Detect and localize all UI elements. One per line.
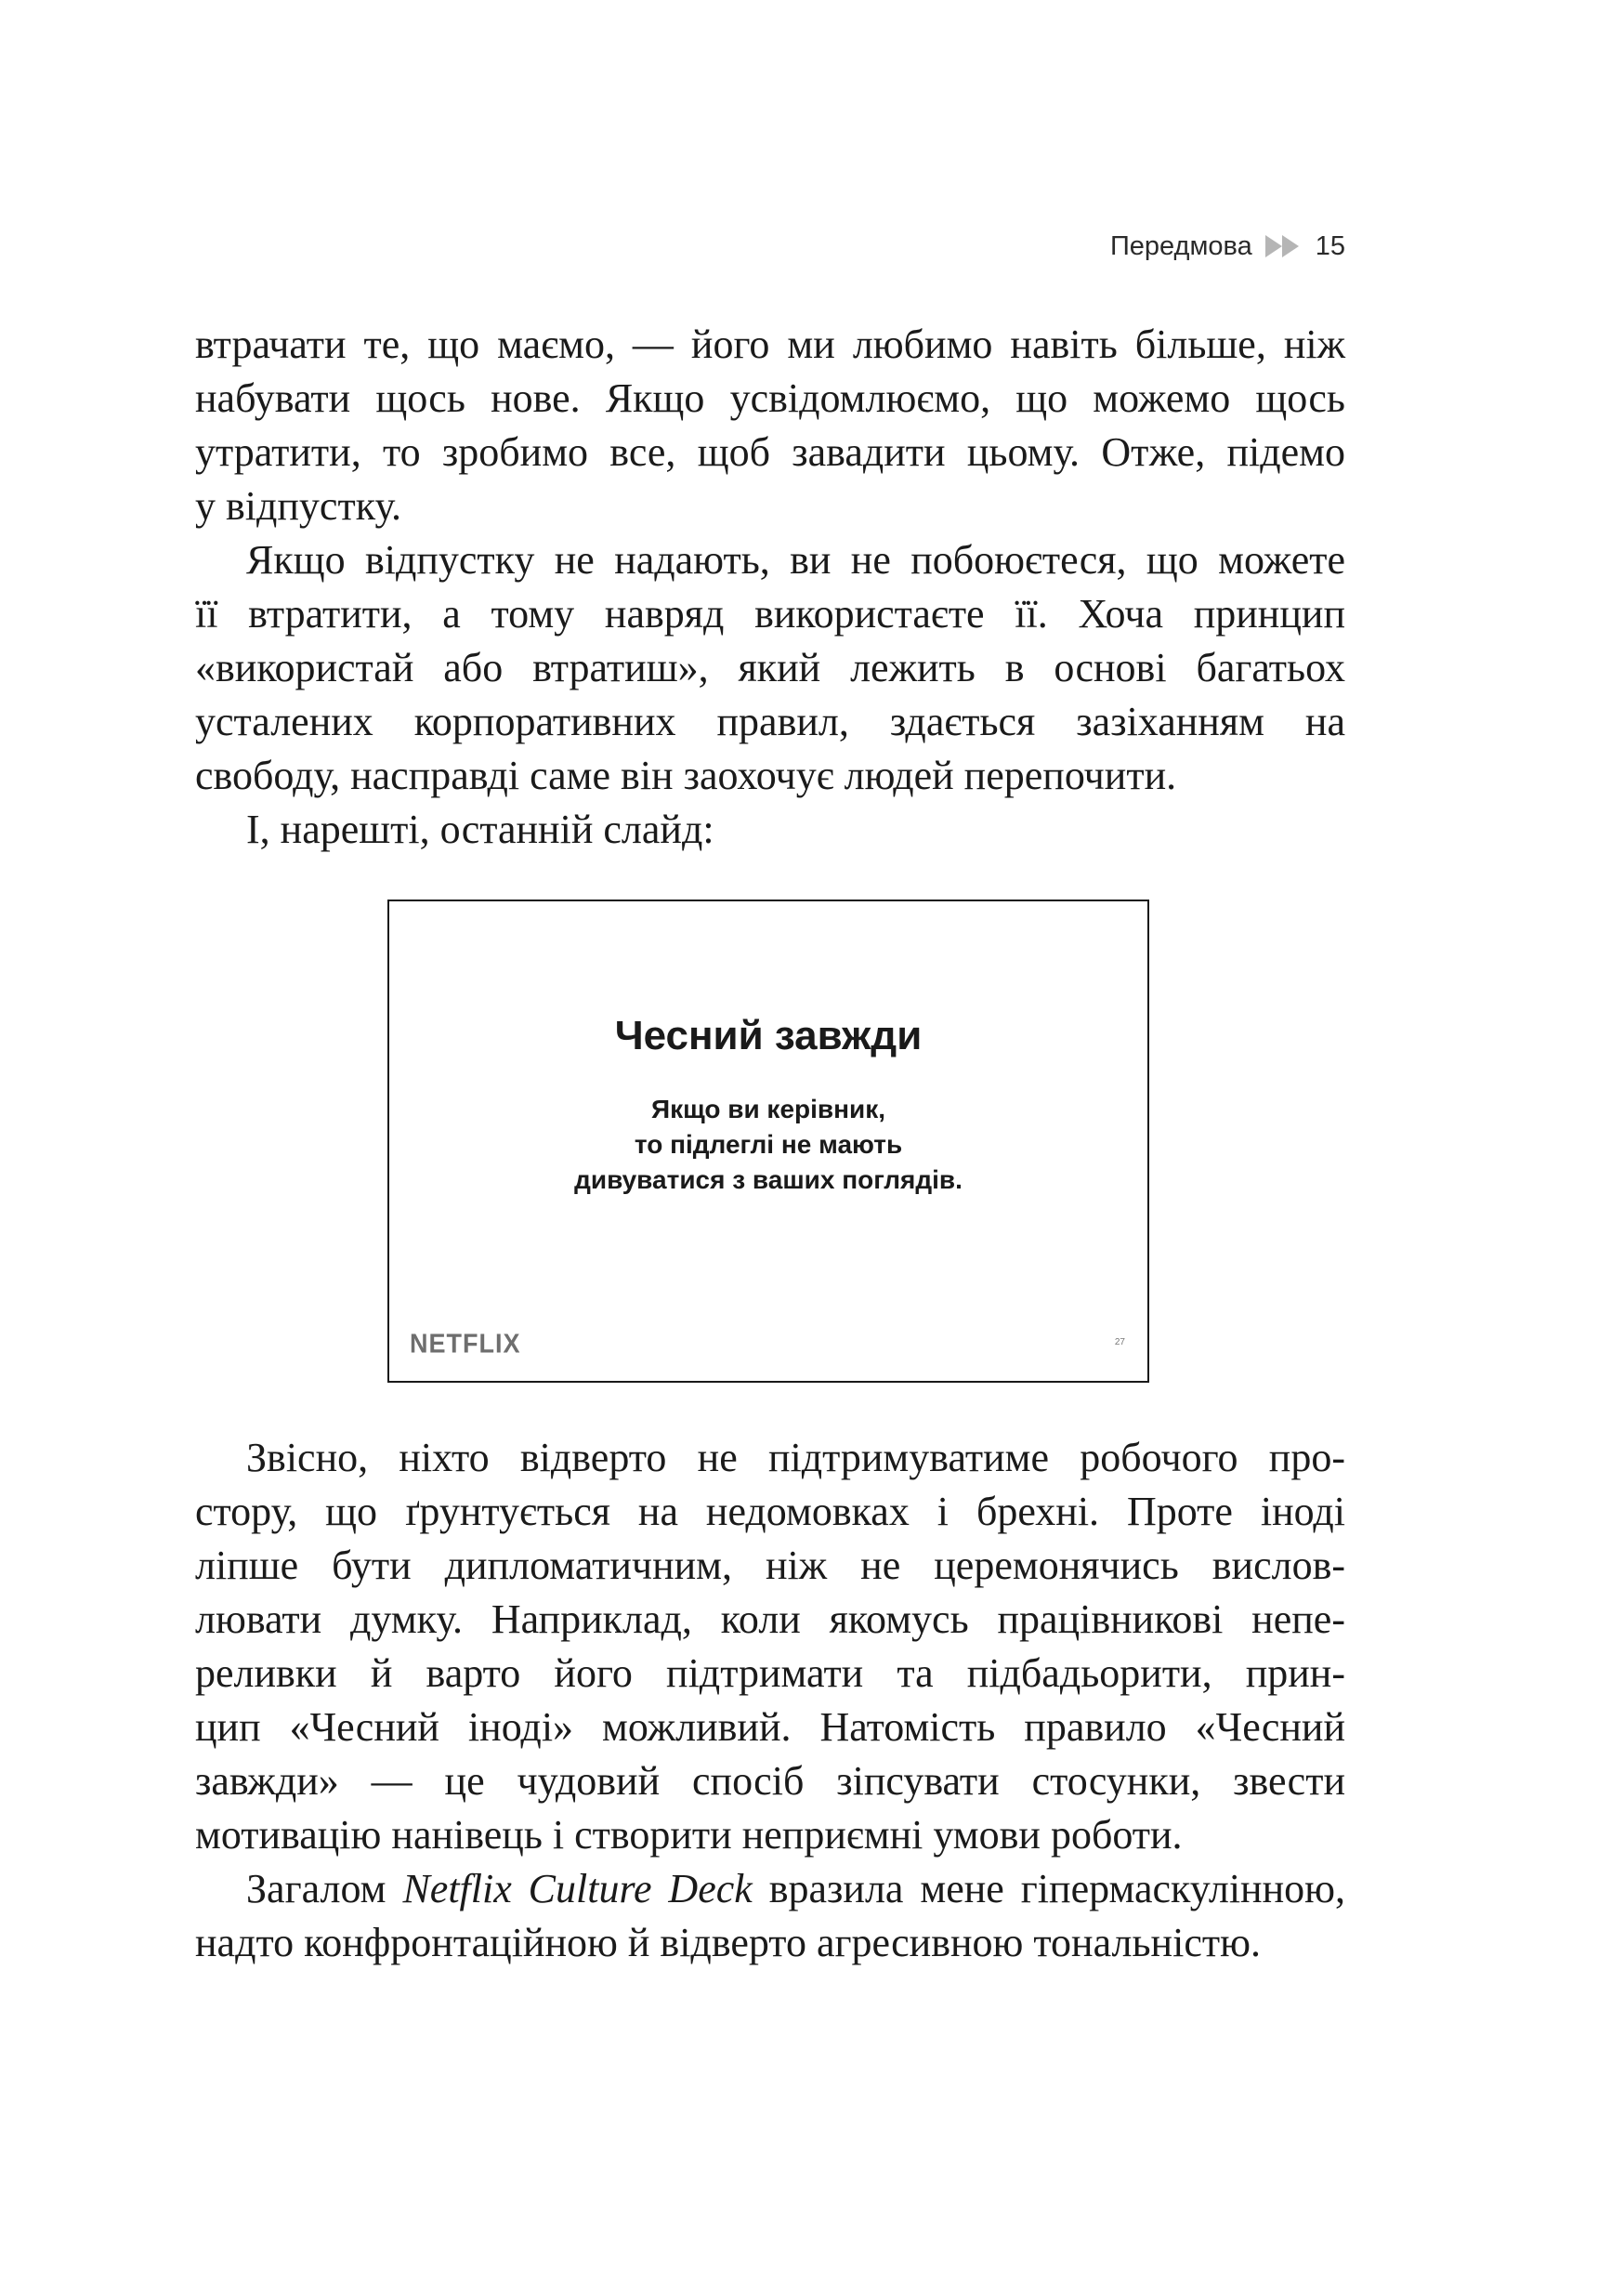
slide-subtitle bbox=[389, 1092, 1147, 1198]
slide-figure bbox=[387, 900, 1149, 1383]
text-line: І, нарешті, останній слайд: bbox=[246, 807, 714, 852]
text-line: мотивацію нанівець і створити неприємні умови роботи. bbox=[195, 1812, 1183, 1858]
slide-subtitle-line: Якщо ви керівник, bbox=[650, 1095, 886, 1123]
slide-subtitle-line: дивуватися з ваших поглядів. bbox=[574, 1165, 963, 1194]
slide-subtitle-line: то підлеглі не мають bbox=[634, 1130, 903, 1159]
text-line: стору, що ґрунтується на недомовках і брехні. Проте іноді bbox=[195, 1489, 1345, 1534]
text-line: Якщо відпустку не надають, ви не побоюєтеся, що можете bbox=[246, 537, 1345, 583]
book-title-italic: Netflix Culture Deck bbox=[402, 1866, 753, 1911]
page-number: 15 bbox=[1315, 230, 1345, 261]
text-line: надто конфронтаційною й відверто агресивною тональністю. bbox=[195, 1920, 1261, 1965]
text-block-bottom bbox=[195, 1431, 1345, 1970]
text-line: свободу, насправді саме він заохочує людей перепочити. bbox=[195, 753, 1177, 798]
text-line: завжди» — це чудовий спосіб зіпсувати стосунки, звести bbox=[195, 1758, 1345, 1804]
netflix-logo: NETFLIX bbox=[410, 1329, 521, 1359]
text-block-top bbox=[195, 318, 1345, 857]
text-line: лювати думку. Наприклад, коли якомусь працівникові непе- bbox=[195, 1596, 1345, 1642]
text-line: набувати щось нове. Якщо усвідомлюємо, що можемо щось bbox=[195, 375, 1345, 421]
text-line: утратити, то зробимо все, щоб завадити цьому. Отже, підемо bbox=[195, 429, 1345, 475]
text-line: її втратити, а тому навряд використаєте її. Хоча принцип bbox=[195, 591, 1345, 637]
text-fragment: Загалом bbox=[246, 1866, 403, 1911]
slide-title: Чесний завжди bbox=[614, 1013, 923, 1058]
text-line: ліпше бути дипломатичним, ніж не церемонячись вислов- bbox=[195, 1543, 1345, 1588]
section-title: Передмова bbox=[1109, 230, 1252, 261]
text-line: Звісно, ніхто відверто не підтримуватиме робочого про- bbox=[246, 1435, 1345, 1480]
slide-number: 27 bbox=[1114, 1337, 1125, 1347]
text-line: цип «Чесний іноді» можливий. Натомість правило «Чесний bbox=[195, 1704, 1345, 1750]
text-fragment: вразила мене гіпермаскулінною, bbox=[752, 1866, 1346, 1911]
text-line: реливки й варто його підтримати та підбадьорити, прин- bbox=[195, 1650, 1345, 1696]
running-header bbox=[1110, 228, 1345, 265]
text-line: «використай або втратиш», який лежить в основі багатьох bbox=[195, 645, 1345, 690]
double-arrow-icon bbox=[1265, 235, 1299, 257]
text-line-mixed bbox=[195, 1862, 1345, 1916]
text-line: усталених корпоративних правил, здається зазіханням на bbox=[195, 699, 1345, 744]
text-line: втрачати те, що маємо, — його ми любимо навіть більше, ніж bbox=[195, 322, 1345, 367]
text-line: у відпустку. bbox=[195, 483, 402, 529]
